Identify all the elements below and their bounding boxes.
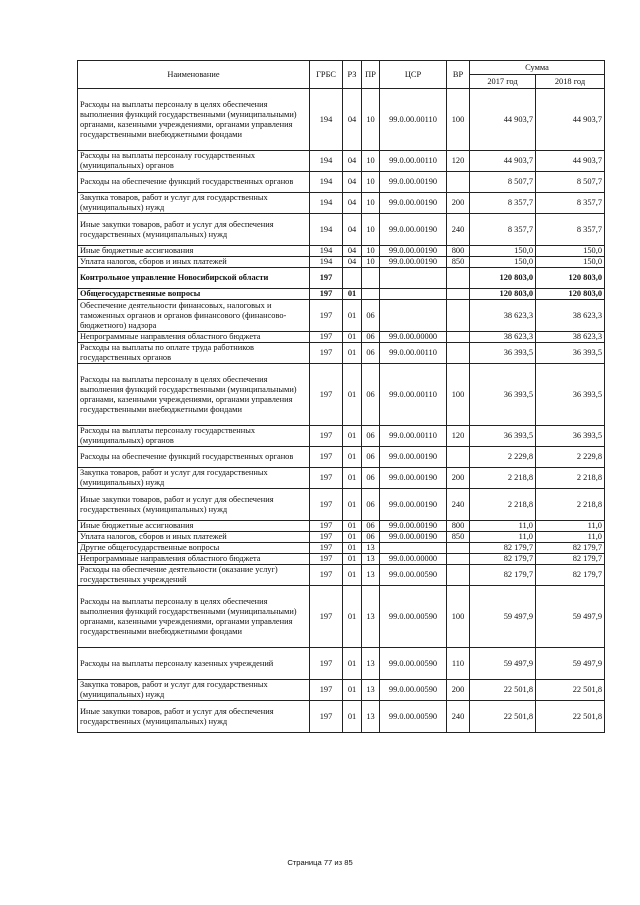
cell-vr: 200 [447, 680, 470, 701]
cell-csr: 99.0.00.00190 [380, 489, 447, 521]
cell-sum-2018: 44 903,7 [536, 89, 605, 151]
cell-name: Непрограммные направления областного бюджета [78, 332, 310, 343]
cell-rz: 01 [343, 586, 362, 648]
cell-rz: 01 [343, 364, 362, 426]
cell-vr [447, 332, 470, 343]
cell-vr: 850 [447, 532, 470, 543]
cell-grbs: 194 [310, 246, 343, 257]
table-row [78, 246, 605, 257]
cell-sum-2018: 38 623,3 [536, 332, 605, 343]
cell-rz: 01 [343, 680, 362, 701]
cell-pr: 13 [362, 680, 380, 701]
cell-name: Расходы на выплаты персоналу государственных (муниципальных) органов [78, 151, 310, 172]
cell-csr: 99.0.00.00190 [380, 246, 447, 257]
cell-pr: 13 [362, 648, 380, 680]
table-row [78, 532, 605, 543]
table-row [78, 332, 605, 343]
cell-sum-2017: 8 357,7 [470, 193, 536, 214]
cell-rz: 01 [343, 701, 362, 733]
cell-vr [447, 343, 470, 364]
cell-csr: 99.0.00.00190 [380, 172, 447, 193]
cell-grbs: 194 [310, 89, 343, 151]
cell-name: Расходы на выплаты персоналу казенных учреждений [78, 648, 310, 680]
cell-vr: 850 [447, 257, 470, 268]
cell-sum-2017: 82 179,7 [470, 543, 536, 554]
cell-name: Контрольное управление Новосибирской области [78, 268, 310, 289]
cell-vr [447, 447, 470, 468]
cell-rz [343, 268, 362, 289]
cell-name: Закупка товаров, работ и услуг для государственных (муниципальных) нужд [78, 468, 310, 489]
cell-csr: 99.0.00.00190 [380, 214, 447, 246]
cell-pr: 06 [362, 300, 380, 332]
cell-sum-2017: 38 623,3 [470, 300, 536, 332]
table-row [78, 586, 605, 648]
cell-vr: 240 [447, 214, 470, 246]
cell-sum-2018: 2 218,8 [536, 489, 605, 521]
cell-sum-2017: 59 497,9 [470, 648, 536, 680]
cell-vr [447, 172, 470, 193]
cell-sum-2018: 2 218,8 [536, 468, 605, 489]
cell-name: Иные закупки товаров, работ и услуг для обеспечения государственных (муниципальных) нужд [78, 701, 310, 733]
cell-pr [362, 289, 380, 300]
header-grbs: ГРБС [310, 61, 343, 89]
cell-sum-2018: 82 179,7 [536, 543, 605, 554]
cell-grbs: 197 [310, 447, 343, 468]
cell-grbs: 197 [310, 468, 343, 489]
cell-pr: 10 [362, 246, 380, 257]
cell-sum-2017: 11,0 [470, 521, 536, 532]
table-row [78, 521, 605, 532]
cell-rz: 01 [343, 447, 362, 468]
cell-sum-2017: 2 218,8 [470, 468, 536, 489]
cell-csr [380, 289, 447, 300]
cell-pr: 10 [362, 193, 380, 214]
cell-grbs: 197 [310, 300, 343, 332]
cell-csr: 99.0.00.00110 [380, 426, 447, 447]
cell-name: Иные закупки товаров, работ и услуг для обеспечения государственных (муниципальных) нужд [78, 489, 310, 521]
header-vr: ВР [447, 61, 470, 89]
cell-name: Расходы на обеспечение функций государственных органов [78, 172, 310, 193]
cell-grbs: 197 [310, 268, 343, 289]
cell-sum-2017: 36 393,5 [470, 343, 536, 364]
table-row [78, 172, 605, 193]
cell-pr: 06 [362, 343, 380, 364]
cell-csr: 99.0.00.00190 [380, 257, 447, 268]
cell-grbs: 194 [310, 151, 343, 172]
cell-grbs: 194 [310, 172, 343, 193]
cell-grbs: 197 [310, 521, 343, 532]
cell-grbs: 197 [310, 543, 343, 554]
cell-sum-2017: 8 357,7 [470, 214, 536, 246]
cell-vr: 100 [447, 89, 470, 151]
cell-vr: 240 [447, 489, 470, 521]
cell-sum-2018: 11,0 [536, 521, 605, 532]
cell-rz: 01 [343, 565, 362, 586]
cell-grbs: 197 [310, 680, 343, 701]
cell-csr [380, 300, 447, 332]
cell-grbs: 194 [310, 193, 343, 214]
cell-csr: 99.0.00.00590 [380, 701, 447, 733]
cell-name: Закупка товаров, работ и услуг для государственных (муниципальных) нужд [78, 193, 310, 214]
cell-vr: 800 [447, 246, 470, 257]
cell-grbs: 197 [310, 426, 343, 447]
cell-sum-2017: 22 501,8 [470, 701, 536, 733]
cell-pr: 13 [362, 701, 380, 733]
cell-name: Непрограммные направления областного бюджета [78, 554, 310, 565]
cell-sum-2017: 22 501,8 [470, 680, 536, 701]
cell-sum-2018: 22 501,8 [536, 680, 605, 701]
cell-sum-2017: 8 507,7 [470, 172, 536, 193]
cell-sum-2018: 120 803,0 [536, 268, 605, 289]
cell-name: Расходы на обеспечение деятельности (оказание услуг) государственных учреждений [78, 565, 310, 586]
cell-name: Расходы на обеспечение функций государственных органов [78, 447, 310, 468]
cell-sum-2018: 36 393,5 [536, 364, 605, 426]
cell-rz: 01 [343, 332, 362, 343]
cell-csr [380, 268, 447, 289]
page-footer: Страница 77 из 85 [287, 858, 353, 867]
table-row [78, 447, 605, 468]
cell-pr: 06 [362, 447, 380, 468]
cell-sum-2017: 82 179,7 [470, 554, 536, 565]
cell-csr: 99.0.00.00000 [380, 332, 447, 343]
cell-name: Другие общегосударственные вопросы [78, 543, 310, 554]
cell-csr [380, 543, 447, 554]
cell-csr: 99.0.00.00110 [380, 151, 447, 172]
cell-name: Расходы на выплаты персоналу в целях обеспечения выполнения функций государственными (муниципальными) органами, казенными учреждениями, органами управления государственными внебюджетными фондами [78, 89, 310, 151]
budget-table-container [77, 60, 604, 733]
cell-vr [447, 565, 470, 586]
cell-vr: 240 [447, 701, 470, 733]
cell-name: Общегосударственные вопросы [78, 289, 310, 300]
cell-name: Иные бюджетные ассигнования [78, 246, 310, 257]
cell-grbs: 197 [310, 565, 343, 586]
table-row [78, 268, 605, 289]
cell-rz: 01 [343, 426, 362, 447]
cell-name: Уплата налогов, сборов и иных платежей [78, 257, 310, 268]
cell-name: Расходы на выплаты персоналу государственных (муниципальных) органов [78, 426, 310, 447]
header-rz: РЗ [343, 61, 362, 89]
cell-grbs: 197 [310, 289, 343, 300]
table-row [78, 300, 605, 332]
cell-csr: 99.0.00.00190 [380, 532, 447, 543]
table-row [78, 214, 605, 246]
cell-sum-2018: 150,0 [536, 246, 605, 257]
cell-csr: 99.0.00.00590 [380, 565, 447, 586]
cell-name: Расходы на выплаты персоналу в целях обеспечения выполнения функций государственными (муниципальными) органами, казенными учреждениями, органами управления государственными внебюджетными фондами [78, 586, 310, 648]
cell-grbs: 197 [310, 343, 343, 364]
cell-sum-2018: 11,0 [536, 532, 605, 543]
cell-pr: 10 [362, 257, 380, 268]
cell-pr: 10 [362, 89, 380, 151]
cell-pr: 13 [362, 565, 380, 586]
cell-pr [362, 268, 380, 289]
cell-pr: 06 [362, 364, 380, 426]
cell-sum-2017: 150,0 [470, 257, 536, 268]
table-row [78, 680, 605, 701]
table-row [78, 193, 605, 214]
cell-csr: 99.0.00.00590 [380, 680, 447, 701]
cell-csr: 99.0.00.00590 [380, 648, 447, 680]
cell-pr: 10 [362, 214, 380, 246]
cell-grbs: 197 [310, 532, 343, 543]
cell-pr: 06 [362, 489, 380, 521]
header-year-2018: 2018 год [536, 75, 605, 89]
cell-name: Закупка товаров, работ и услуг для государственных (муниципальных) нужд [78, 680, 310, 701]
cell-sum-2017: 2 218,8 [470, 489, 536, 521]
cell-rz: 01 [343, 289, 362, 300]
cell-sum-2017: 38 623,3 [470, 332, 536, 343]
cell-rz: 01 [343, 543, 362, 554]
cell-sum-2017: 150,0 [470, 246, 536, 257]
cell-pr: 10 [362, 172, 380, 193]
cell-csr: 99.0.00.00590 [380, 586, 447, 648]
cell-name: Уплата налогов, сборов и иных платежей [78, 532, 310, 543]
cell-sum-2018: 36 393,5 [536, 343, 605, 364]
header-pr: ПР [362, 61, 380, 89]
cell-vr: 110 [447, 648, 470, 680]
cell-sum-2018: 82 179,7 [536, 565, 605, 586]
cell-rz: 01 [343, 521, 362, 532]
cell-sum-2017: 44 903,7 [470, 89, 536, 151]
cell-vr: 100 [447, 586, 470, 648]
table-row [78, 554, 605, 565]
cell-rz: 04 [343, 89, 362, 151]
cell-grbs: 197 [310, 364, 343, 426]
cell-pr: 13 [362, 554, 380, 565]
cell-vr [447, 543, 470, 554]
table-row [78, 364, 605, 426]
cell-sum-2018: 2 229,8 [536, 447, 605, 468]
table-body [78, 89, 605, 733]
table-row [78, 701, 605, 733]
cell-csr: 99.0.00.00110 [380, 89, 447, 151]
cell-sum-2018: 59 497,9 [536, 648, 605, 680]
cell-sum-2018: 22 501,8 [536, 701, 605, 733]
cell-rz: 04 [343, 214, 362, 246]
table-row [78, 648, 605, 680]
table-row [78, 151, 605, 172]
cell-pr: 10 [362, 151, 380, 172]
cell-rz: 01 [343, 554, 362, 565]
cell-name: Иные бюджетные ассигнования [78, 521, 310, 532]
cell-sum-2017: 120 803,0 [470, 268, 536, 289]
cell-vr [447, 554, 470, 565]
cell-rz: 01 [343, 648, 362, 680]
cell-sum-2018: 120 803,0 [536, 289, 605, 300]
cell-rz: 04 [343, 257, 362, 268]
table-row [78, 426, 605, 447]
table-row [78, 543, 605, 554]
table-row [78, 468, 605, 489]
cell-grbs: 197 [310, 332, 343, 343]
cell-csr: 99.0.00.00190 [380, 447, 447, 468]
cell-rz: 04 [343, 246, 362, 257]
cell-pr: 06 [362, 521, 380, 532]
cell-rz: 01 [343, 532, 362, 543]
table-row [78, 257, 605, 268]
cell-rz: 01 [343, 468, 362, 489]
table-row [78, 489, 605, 521]
cell-rz: 01 [343, 300, 362, 332]
cell-sum-2018: 36 393,5 [536, 426, 605, 447]
cell-pr: 06 [362, 532, 380, 543]
cell-vr: 800 [447, 521, 470, 532]
cell-sum-2017: 11,0 [470, 532, 536, 543]
cell-vr: 200 [447, 193, 470, 214]
cell-sum-2017: 36 393,5 [470, 364, 536, 426]
cell-pr: 13 [362, 586, 380, 648]
cell-pr: 06 [362, 332, 380, 343]
cell-rz: 04 [343, 151, 362, 172]
cell-sum-2017: 120 803,0 [470, 289, 536, 300]
cell-csr: 99.0.00.00110 [380, 364, 447, 426]
cell-sum-2017: 82 179,7 [470, 565, 536, 586]
cell-vr [447, 289, 470, 300]
cell-sum-2017: 2 229,8 [470, 447, 536, 468]
budget-table [77, 60, 605, 733]
cell-sum-2017: 59 497,9 [470, 586, 536, 648]
cell-grbs: 197 [310, 648, 343, 680]
cell-pr: 06 [362, 426, 380, 447]
cell-rz: 04 [343, 193, 362, 214]
cell-vr: 120 [447, 151, 470, 172]
header-csr: ЦСР [380, 61, 447, 89]
table-row [78, 343, 605, 364]
cell-grbs: 197 [310, 554, 343, 565]
cell-csr: 99.0.00.00000 [380, 554, 447, 565]
cell-csr: 99.0.00.00190 [380, 468, 447, 489]
cell-sum-2018: 8 357,7 [536, 214, 605, 246]
table-row [78, 89, 605, 151]
cell-name: Обеспечение деятельности финансовых, налоговых и таможенных органов и органов финансового (финансово-бюджетного) надзора [78, 300, 310, 332]
table-row [78, 289, 605, 300]
cell-csr: 99.0.00.00190 [380, 193, 447, 214]
cell-vr [447, 268, 470, 289]
cell-csr: 99.0.00.00110 [380, 343, 447, 364]
cell-sum-2018: 8 357,7 [536, 193, 605, 214]
cell-rz: 04 [343, 172, 362, 193]
cell-vr: 100 [447, 364, 470, 426]
cell-pr: 13 [362, 543, 380, 554]
cell-sum-2018: 44 903,7 [536, 151, 605, 172]
cell-name: Расходы на выплаты по оплате труда работников государственных органов [78, 343, 310, 364]
cell-rz: 01 [343, 343, 362, 364]
cell-vr: 120 [447, 426, 470, 447]
cell-grbs: 194 [310, 257, 343, 268]
table-row [78, 565, 605, 586]
cell-sum-2018: 8 507,7 [536, 172, 605, 193]
cell-vr: 200 [447, 468, 470, 489]
cell-rz: 01 [343, 489, 362, 521]
cell-grbs: 194 [310, 214, 343, 246]
cell-name: Расходы на выплаты персоналу в целях обеспечения выполнения функций государственными (муниципальными) органами, казенными учреждениями, органами управления государственными внебюджетными фондами [78, 364, 310, 426]
cell-sum-2018: 59 497,9 [536, 586, 605, 648]
header-year-2017: 2017 год [470, 75, 536, 89]
header-sum: Сумма [470, 61, 605, 75]
cell-grbs: 197 [310, 489, 343, 521]
cell-sum-2018: 82 179,7 [536, 554, 605, 565]
cell-sum-2018: 38 623,3 [536, 300, 605, 332]
cell-csr: 99.0.00.00190 [380, 521, 447, 532]
cell-sum-2017: 36 393,5 [470, 426, 536, 447]
cell-pr: 06 [362, 468, 380, 489]
cell-name: Иные закупки товаров, работ и услуг для обеспечения государственных (муниципальных) нужд [78, 214, 310, 246]
cell-grbs: 197 [310, 701, 343, 733]
cell-grbs: 197 [310, 586, 343, 648]
cell-sum-2018: 150,0 [536, 257, 605, 268]
cell-sum-2017: 44 903,7 [470, 151, 536, 172]
cell-vr [447, 300, 470, 332]
header-name: Наименование [78, 61, 310, 89]
